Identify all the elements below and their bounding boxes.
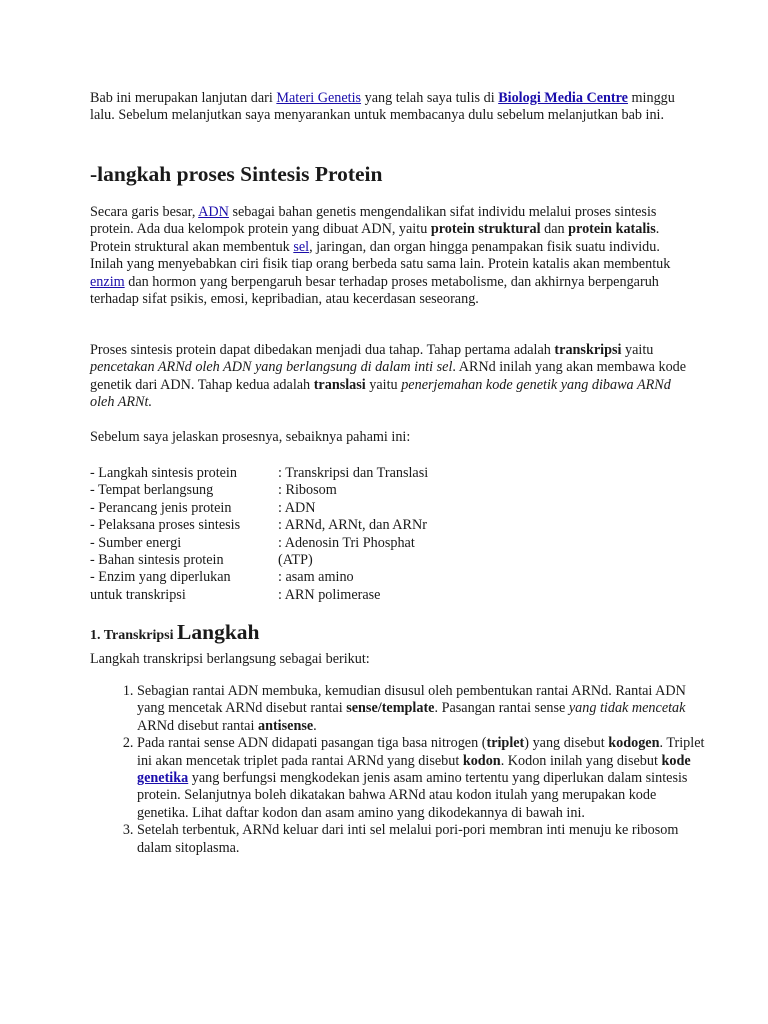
paragraph-text: yaitu [365, 376, 402, 393]
table-value: : ARNd, ARNt, dan ARNr [278, 517, 427, 534]
bold-term: translasi [313, 376, 366, 393]
bold-term: kode [661, 752, 691, 769]
paragraph-text: yaitu [621, 342, 654, 358]
bold-term: antisense [257, 717, 314, 734]
paragraph-before-list: Sebelum saya jelaskan prosesnya, sebaiknya pahami ini: [90, 429, 411, 445]
italic-text: penerjemahan kode genetik yang dibawa ARNd oleh ARNt. [90, 376, 671, 411]
steps-list [90, 683, 709, 857]
summary-table [90, 465, 690, 604]
list-text: yang berfungsi mengkodekan jenis asam amino tertentu yang diperlukan dalam sintesis protein. Selanjutnya boleh dikatakan bahwa ARNd atau kodon itulah yang merupakan kode genetika. Lihat daftar kodon dan asam amino yang dikodekannya di bawah ini. [137, 770, 688, 821]
genetika-link[interactable]: genetika [137, 770, 189, 787]
bold-term: sense/template [346, 700, 435, 717]
bold-term: triplet [486, 735, 525, 752]
italic-text: pencetakan ARNd oleh ADN yang berlangsung di dalam inti sel [90, 359, 453, 376]
section-title: Langkah [177, 620, 260, 644]
table-value: : Adenosin Tri Phosphat [278, 534, 415, 551]
list-text: . [313, 717, 317, 734]
materi-genetis-link[interactable]: Materi Genetis [276, 90, 362, 106]
list-text: Sebagian rantai ADN membuka, kemudian disusul oleh pembentukan rantai ARNd. Rantai ADN yang mencetak ARNd disebut rantai [137, 683, 686, 717]
paragraph-steps-intro: Langkah transkripsi berlangsung sebagai berikut: [90, 651, 370, 667]
bold-term: kodogen [608, 735, 660, 752]
paragraph-protein-groups [90, 204, 690, 308]
intro-text: Bab ini merupakan lanjutan dari [90, 90, 277, 106]
intro-text: yang telah saya tulis di [361, 90, 499, 106]
table-key: - Sumber energi [90, 534, 182, 551]
paragraph-text: . Protein struktural akan membentuk [90, 221, 660, 255]
table-row [90, 569, 690, 586]
paragraph-text: dan [540, 221, 569, 238]
paragraph-text: Secara garis besar, [90, 204, 199, 220]
sel-link[interactable]: sel [293, 238, 310, 255]
table-row [90, 482, 690, 499]
table-value: : ADN [278, 499, 316, 516]
table-key: untuk transkripsi [90, 586, 186, 603]
table-value: : ARN polimerase [278, 586, 381, 603]
bold-term: protein katalis [568, 221, 656, 238]
paragraph-text: Proses sintesis protein dapat dibedakan menjadi dua tahap. Tahap pertama adalah [90, 342, 555, 358]
list-text: . Triplet ini akan mencetak triplet pada rantai ARNd yang disebut [137, 735, 705, 769]
table-value: : asam amino [278, 569, 354, 586]
paragraph-text: , jaringan, dan organ hingga penampakan fisik suatu individu. Inilah yang menyebabkan ciri fisik tiap orang berbeda satu sama lain. Protein katalis akan membentuk [90, 238, 671, 273]
list-item: 3. Setelah terbentuk, ARNd keluar dari inti sel melalui pori-pori membran inti menuju ke ribosom dalam sitoplasma. [137, 822, 709, 857]
bold-term: transkripsi [554, 342, 622, 358]
table-key: - Tempat berlangsung [90, 482, 214, 499]
section-heading [90, 620, 690, 644]
table-row [90, 552, 690, 569]
table-row [90, 517, 690, 534]
list-text: ARNd disebut rantai [137, 717, 258, 734]
intro-text: minggu lalu. Sebelum melanjutkan saya menyarankan untuk membacanya dulu sebelum melanjutkan bab ini. [90, 90, 675, 124]
table-value: (ATP) [278, 551, 313, 568]
intro-paragraph [90, 90, 690, 125]
paragraph-text: dan hormon yang berpengaruh besar terhadap proses metabolisme, dan akhirnya berpengaruh terhadap sifat psikis, emosi, kepribadian, atau kecerdasan seseorang. [90, 273, 659, 308]
list-text: Pada rantai sense ADN didapati pasangan tiga basa nitrogen ( [137, 735, 487, 752]
italic-text: yang tidak mencetak [568, 700, 686, 717]
adn-link[interactable]: ADN [198, 204, 229, 220]
table-row [90, 500, 690, 517]
section-number: 1. Transkripsi [90, 628, 178, 643]
table-value: : Transkripsi dan Translasi [278, 465, 429, 481]
table-key: - Langkah sintesis protein [90, 465, 237, 481]
table-key: - Bahan sintesis protein [90, 551, 224, 568]
table-key: - Perancang jenis protein [90, 499, 232, 516]
table-row [90, 587, 690, 604]
bold-term: kodon [462, 752, 501, 769]
list-item [137, 735, 709, 822]
page-heading: -langkah proses Sintesis Protein [90, 162, 383, 186]
table-value: : Ribosom [278, 482, 337, 499]
list-text: . Pasangan rantai sense [434, 700, 569, 717]
table-key: - Pelaksana proses sintesis [90, 517, 241, 534]
list-text: ) yang disebut [524, 735, 609, 752]
enzim-link[interactable]: enzim [90, 273, 125, 290]
paragraph-text: sebagai bahan genetis mengendalikan sifat individu melalui proses sintesis protein. Ada dua kelompok protein yang dibuat ADN, yaitu [90, 204, 657, 238]
list-text: . Kodon inilah yang disebut [500, 752, 662, 769]
table-row [90, 535, 690, 552]
paragraph-stages [90, 342, 690, 412]
list-item [137, 683, 709, 735]
table-key: - Enzim yang diperlukan [90, 569, 231, 586]
biologi-media-centre-link[interactable]: Biologi Media Centre [498, 90, 628, 106]
table-row [90, 465, 690, 482]
paragraph-text: . ARNd inilah yang akan membawa kode genetik dari ADN. Tahap kedua adalah [90, 359, 687, 393]
bold-term: protein struktural [430, 221, 541, 238]
